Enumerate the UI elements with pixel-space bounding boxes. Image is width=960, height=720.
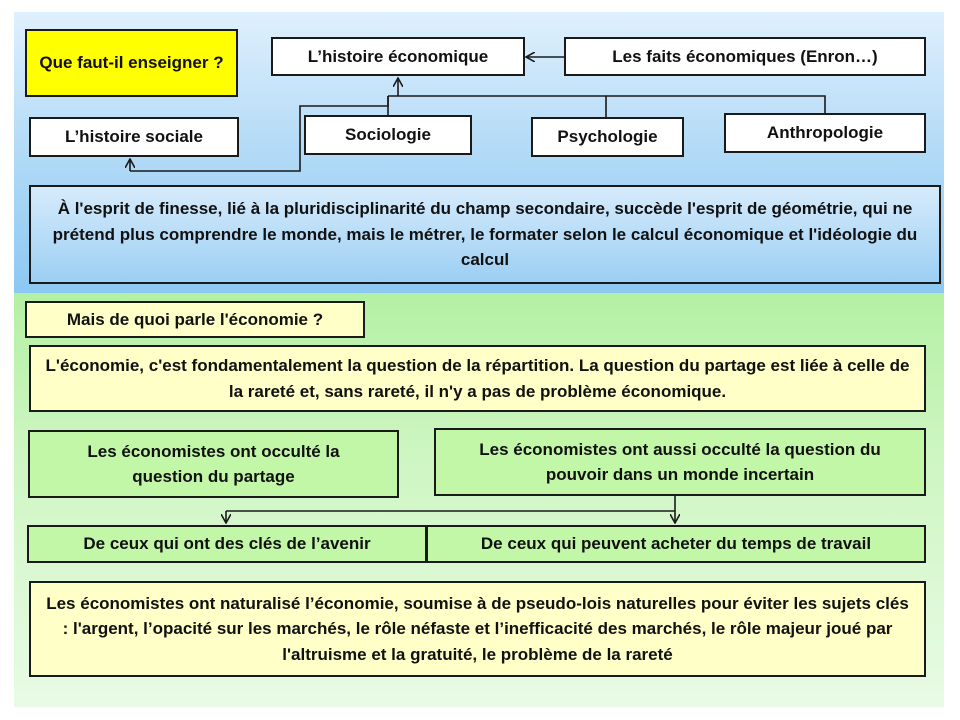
box-histoire-sociale: [29, 117, 239, 157]
box-sociologie: [304, 115, 472, 155]
repartition-text: L'économie, c'est fondamentalement la question de la répartition. La question du partage est liée à celle de la rareté et, sans rareté, il n'y a pas de problème économique.: [45, 356, 910, 401]
anthropologie-label: Anthropologie: [766, 123, 884, 143]
histoire-sociale-label: L’histoire sociale: [65, 127, 203, 147]
question-text: Que faut-il enseigner ?: [39, 53, 224, 73]
psychologie-label: Psychologie: [557, 127, 658, 147]
histoire-economique-label: L’histoire économique: [307, 46, 489, 66]
bottom-question-text: Mais de quoi parle l'économie ?: [66, 309, 324, 329]
box-faits-economiques: [564, 37, 926, 76]
question-box-que-faut-il-enseigner: [25, 29, 238, 97]
box-occulte-pouvoir: [434, 428, 926, 496]
box-repartition: [29, 345, 926, 412]
question-box-mais-de-quoi: [25, 301, 365, 338]
box-temps-travail: [426, 525, 926, 563]
box-psychologie: [531, 117, 684, 157]
occulte-pouvoir-text: Les économistes ont aussi occulté la question du pouvoir dans un monde incertain: [479, 439, 881, 484]
occulte-partage-text: Les économistes ont occulté la question du partage: [87, 441, 340, 486]
esprit-de-finesse-text: À l'esprit de finesse, lié à la pluridisciplinarité du champ secondaire, succède l'esprit de géométrie, qui ne prétend plus comprendre le monde, mais le métrer, le formater selon le calcul économique et l'idéologie du calcul: [52, 199, 918, 270]
box-occulte-partage: [28, 430, 399, 498]
box-esprit-de-finesse: [29, 185, 941, 284]
box-cles-avenir: [27, 525, 427, 563]
temps-travail-text: De ceux qui peuvent acheter du temps de travail: [480, 534, 872, 554]
box-naturalise: [29, 581, 926, 677]
box-anthropologie: [724, 113, 926, 153]
sociologie-label: Sociologie: [345, 125, 431, 145]
cles-avenir-text: De ceux qui ont des clés de l’avenir: [83, 534, 371, 554]
box-histoire-economique: [271, 37, 525, 76]
naturalise-text: Les économistes ont naturalisé l’économie, soumise à de pseudo-lois naturelles pour éviter les sujets clés : l'argent, l’opacité sur les marchés, le rôle néfaste et l’inefficacité des marchés, le rôle majeur joué par l'altruisme et la gratuité, le problème de la rareté: [46, 593, 909, 664]
faits-economiques-label: Les faits économiques (Enron…): [612, 46, 878, 66]
